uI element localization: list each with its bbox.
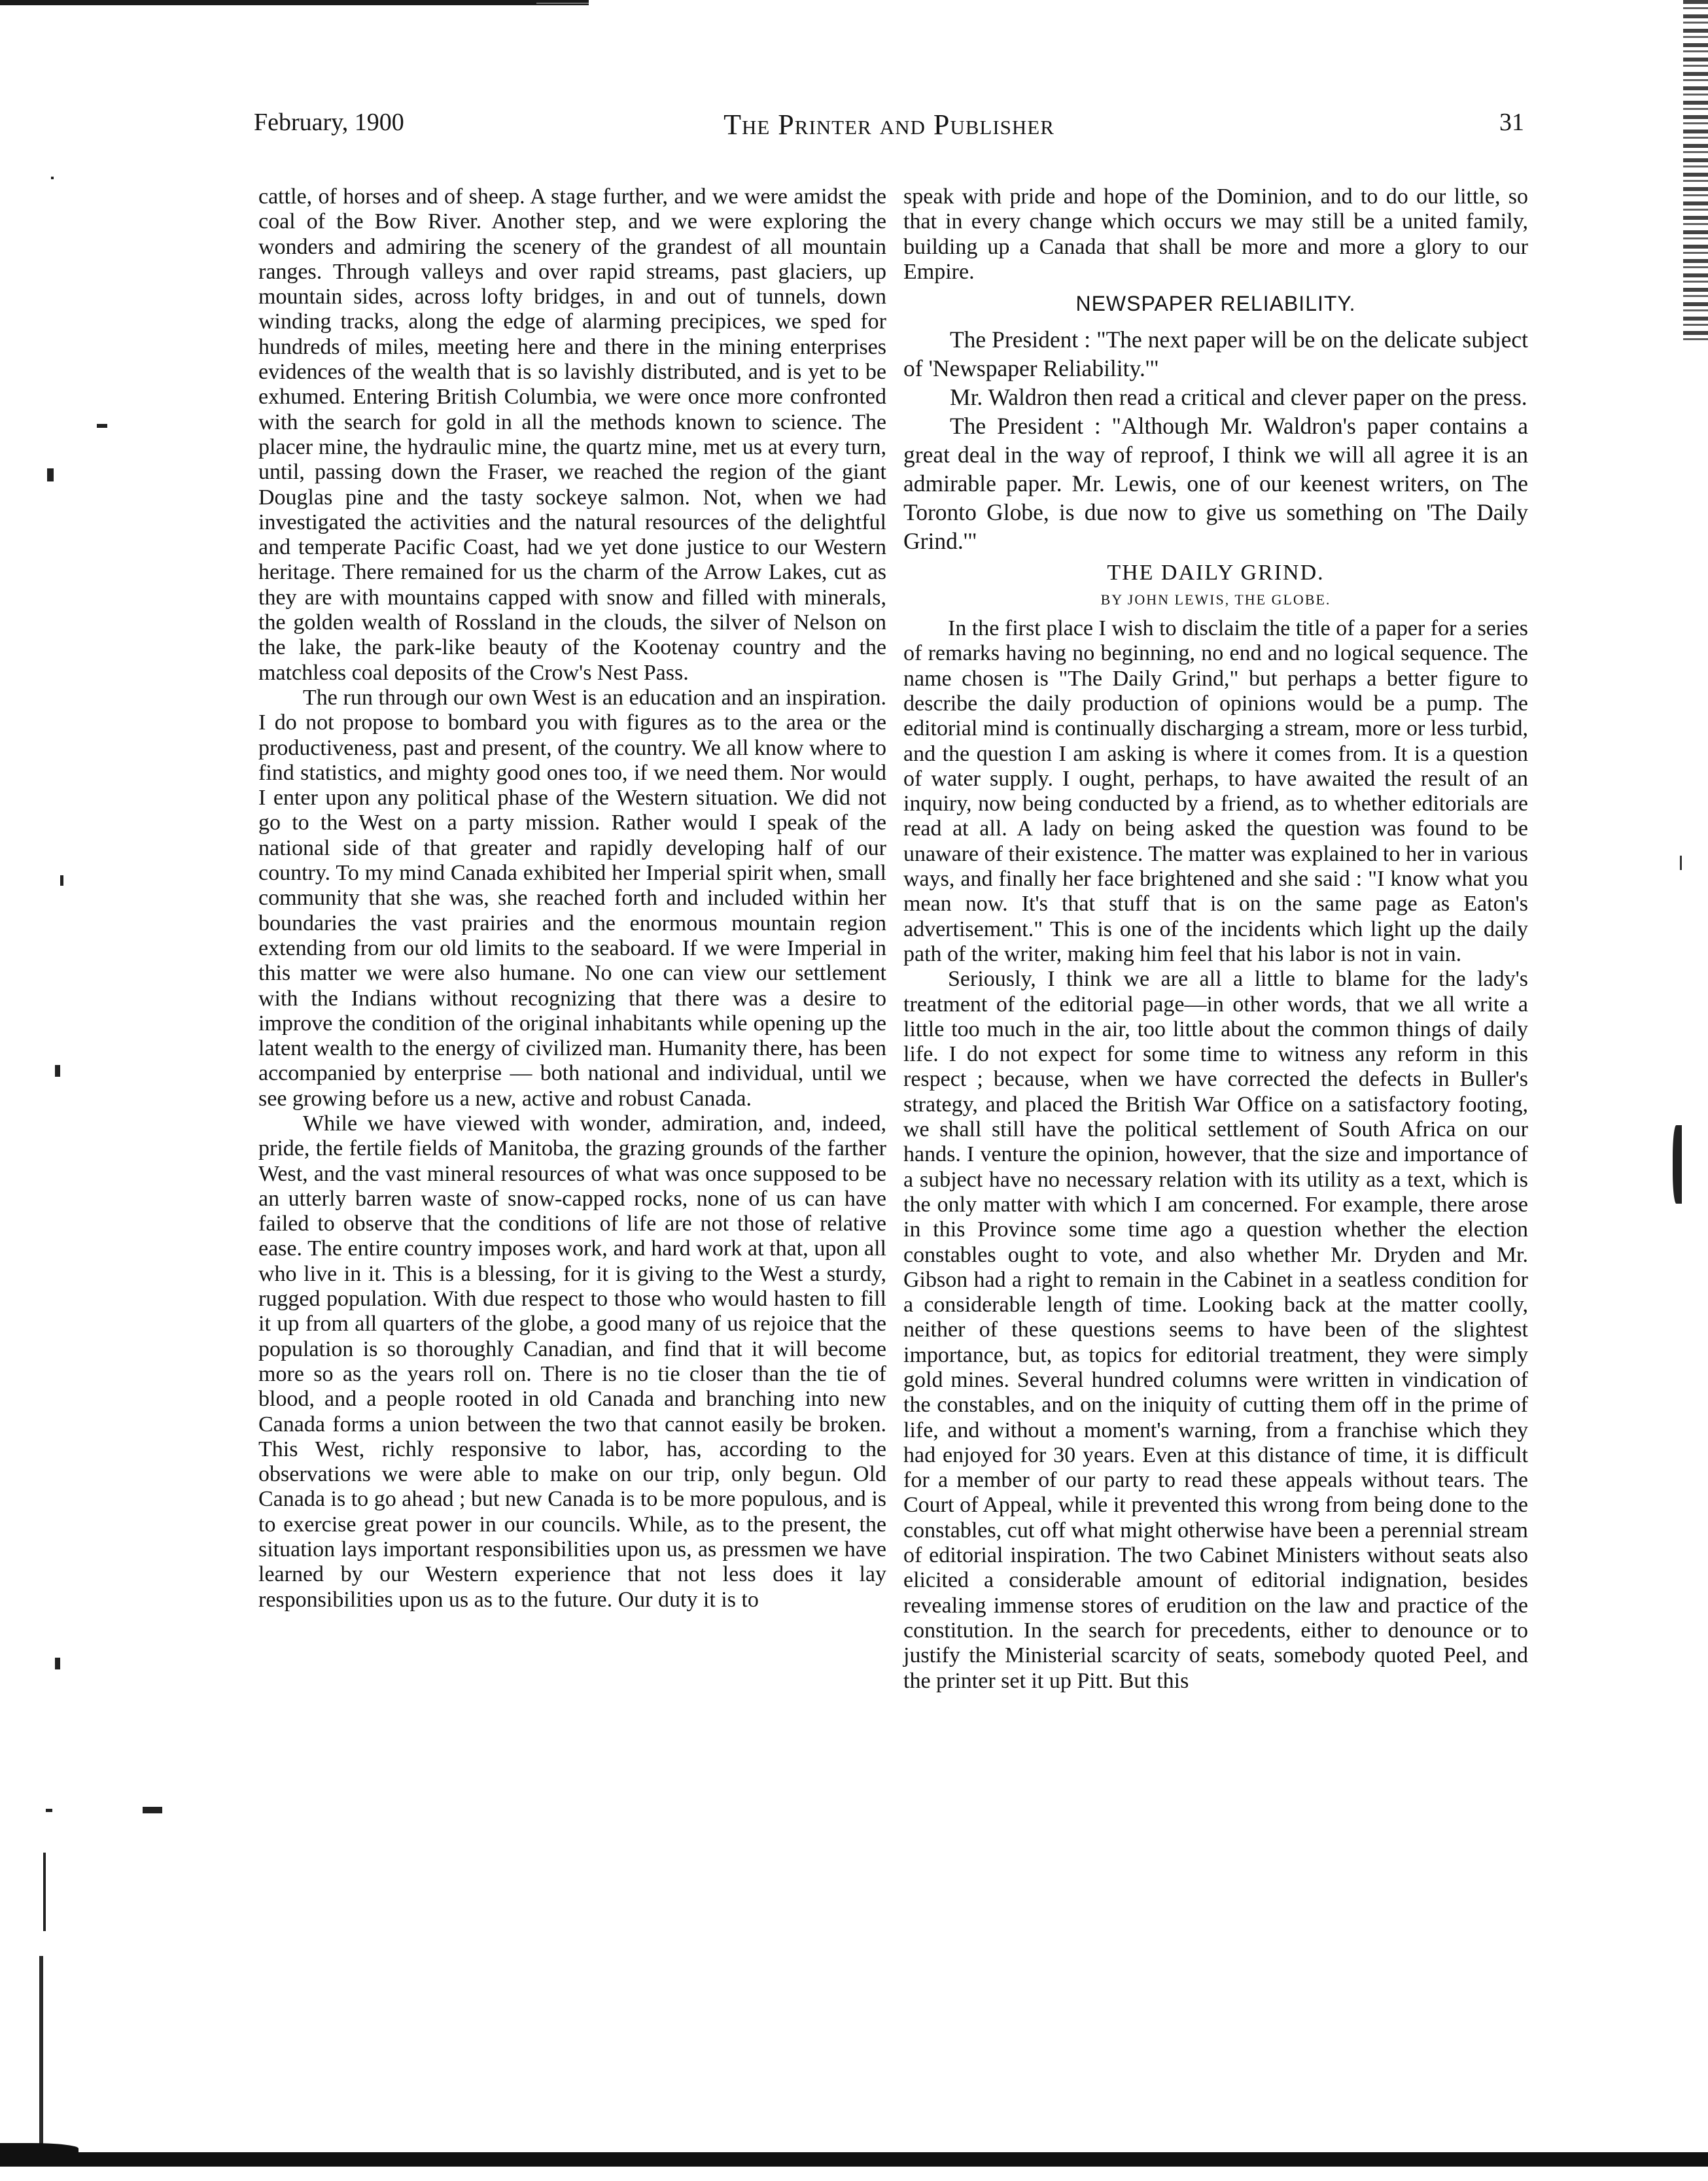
scan-edge-left (39, 1956, 43, 2146)
issue-date: February, 1900 (254, 109, 404, 136)
paragraph: The run through our own West is an education and an inspiration. I do not propose to bombard you with figures as to the area or the productiveness, past and present, of the country. We all know where to find statistics, and mighty good ones too, if we need them. Nor would I enter upon any political phase of the Western situation. We did not go to the West on a party mission. Rather would I speak of the national side of that greater and rapidly developing half of our country. To my mind Canada exhibited her Imperial spirit when, small community that she was, she reached forth and included within her boundaries the vast prairies and the enormous mountain region extending from our old limits to the seaboard. If we were Imperial in this matter we were also humane. No one can view our settlement with the Indians without recognizing that there was a desire to improve the condition of the original inhabitants while opening up the latent wealth to the energy of civilized man. Humanity there, has been accompanied by enterprise — both national and individual, until we see growing before us a new, active and robust Canada. (258, 685, 886, 1111)
bottom-rule (0, 2152, 1708, 2167)
margin-mark (47, 468, 54, 481)
paragraph: Mr. Waldron then read a critical and clever paper on the press. (950, 384, 1527, 411)
paragraph: cattle, of horses and of sheep. A stage further, and we were amidst the coal of the Bow River. Another step, and we were exploring the wonders and admiring the scenery of the grandest of all mountain ranges. Through valleys and over rapid streams, past glaciers, up mountain sides, across lofty bridges, in and out of tunnels, down winding tracks, along the edge of alarming precipices, we sped for hundreds of miles, meeting here and there in the mining enterprises evidences of the wealth that is so lavishly distributed, and is yet to be exhumed. Entering British Columbia, we were once more confronted with the search for gold in all the methods known to science. The placer mine, the hydraulic mine, the quartz mine, met us at every turn, until, passing down the Fraser, we reached the region of the giant Douglas pine and the tasty sockeye salmon. Not, when we had investigated the activities and the natural resources of the delightful and temperate Pacific Coast, had we yet done justice to our Western heritage. There remained for us the charm of the Arrow Lakes, cut as they are with mountains capped with snow and filled with minerals, the golden wealth of Rossland in the clouds, the silver of Nelson on the lake, the park-like beauty of the Kootenay country and the matchless coal deposits of the Crow's Nest Pass. (258, 184, 886, 685)
paragraph: Seriously, I think we are all a little to blame for the lady's treatment of the editorial page—in other words, that we all write a little too much in the air, too little about the common things of daily life. I do not expect for some time to witness any reform in this respect ; because, when we have corrected the defects in Buller's strategy, and placed the British War Office on a satisfactory footing, we shall still have the political settlement of South Africa on our hands. I venture the opinion, however, that the size and importance of a subject have no necessary relation with its utility as a text, which is the only matter with which I am concerned. For example, there arose in this Province some time ago a question whether the election constables ought to vote, and also whether Mr. Dryden and Mr. Gibson had a right to remain in the Cabinet in a seatless condition for a considerable length of time. Looking back at the matter coolly, neither of these questions seems to have been of the slightest importance, but, as topics for editorial treatment, they were simply gold mines. Several hundred columns were written in vindication of the constables, and on the iniquity of cutting them off in the prime of life, and without a moment's warning, from a franchise which they had enjoyed for 30 years. Even at this distance of time, it is difficult for a member of our party to read these appeals without tears. The Court of Appeal, while it prevented this wrong from being done to the constables, cut off what might otherwise have been a perennial stream of editorial inspiration. The two Cabinet Ministers without seats also elicited a considerable amount of editorial indignation, besides revealing immense stores of erudition on the law and practice of the constitution. In the search for precedents, either to denounce or to justify the Ministerial scarcity of seats, somebody quoted Peel, and the printer set it up Pitt. But this (903, 967, 1528, 1693)
paragraph: The President : "The next paper will be on the delicate subject of 'Newspaper Reliability.'" (903, 326, 1528, 382)
paragraph: speak with pride and hope of the Dominion, and to do our little, so that in every change which occurs we may still be a united family, building up a Canada that shall be more and more a glory to our Empire. (903, 184, 1528, 284)
margin-mark (55, 1065, 60, 1077)
margin-mark (46, 1809, 52, 1812)
running-header (254, 108, 1524, 147)
scan-edge-right (1683, 0, 1708, 340)
bottom-rule-cap (0, 2143, 78, 2152)
margin-mark (55, 1658, 60, 1669)
paragraph: In the first place I wish to disclaim the title of a paper for a series of remarks having no beginning, no end and no logical sequence. The name chosen is "The Daily Grind," but perhaps a better figure to describe the daily production of opinions would be a pump. The editorial mind is continually discharging a stream, more or less turbid, and the question I am asking is where it comes from. It is a question of water supply. I ought, perhaps, to have awaited the result of an inquiry, now being conducted by a friend, as to whether editorials are read at all. A lady on being asked the question was found to be unaware of their existence. The matter was explained to her in various ways, and finally her face brightened and she said : "I know what you mean now. It's that stuff that is on the same page as Eaton's advertisement." This is one of the incidents which light up the daily path of the writer, making him feel that his labor is not in vain. (903, 616, 1528, 966)
margin-mark (97, 424, 107, 428)
article-title: THE DAILY GRIND. (1107, 561, 1325, 585)
paragraph: While we have viewed with wonder, admiration, and, indeed, pride, the fertile fields of Manitoba, the grazing grounds of the farther West, and the vast mineral resources of what was once supposed to be an utterly barren waste of snow-capped rocks, none of us can have failed to observe that the conditions of life are not those of relative ease. The entire country imposes work, and hard work at that, upon all who live in it. This is a blessing, for it is giving to the West a sturdy, rugged population. With due respect to those who would hasten to fill it up from all quarters of the globe, a good many of us rejoice that the population is so thoroughly Canadian, and find that it will become more so as the years roll on. There is no tie closer than the tie of blood, and a people rooted in old Canada and branching into new Canada forms a union between the two that cannot easily be broken. This West, richly responsive to labor, has, according to the observations we were able to make on our trip, only begun. Old Canada is to go ahead ; but new Canada is to be more populous, and is to exercise great power in our councils. While, as to the present, the situation lays important responsibilities upon us, as pressmen we have learned by our Western experience that not less does it lay responsibilities upon us as to the future. Our duty it is to (258, 1111, 886, 1612)
scan-edge-mark (1673, 1125, 1682, 1204)
margin-mark (51, 177, 54, 179)
left-column (258, 184, 886, 1613)
scan-mark (1680, 856, 1682, 870)
margin-mark (60, 875, 63, 886)
page-number: 31 (1499, 109, 1524, 136)
paragraph: The President : "Although Mr. Waldron's paper contains a great deal in the way of reproof, I think we will all agree it is an admirable paper. Mr. Lewis, one of our keenest writers, on The Toronto Globe, is due now to give us something on 'The Daily Grind.'" (903, 413, 1528, 555)
publication-title: The Printer and Publisher (723, 109, 1054, 141)
margin-mark (143, 1807, 162, 1813)
top-rule (0, 0, 589, 5)
right-column (903, 184, 1528, 1694)
section-heading: NEWSPAPER RELIABILITY. (1075, 292, 1356, 316)
margin-mark (43, 1853, 46, 1931)
article-byline: BY JOHN LEWIS, THE GLOBE. (1100, 591, 1331, 608)
top-rule-fragment (536, 3, 589, 4)
